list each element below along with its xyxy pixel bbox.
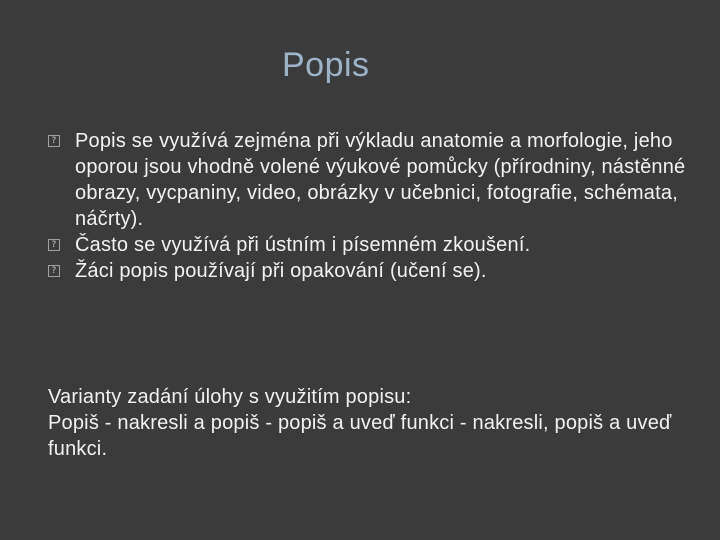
bullet-item [48, 232, 688, 258]
slide-title: Popis [282, 46, 370, 84]
variants-heading: Varianty zadání úlohy s využitím popisu: [48, 386, 412, 408]
missing-glyph-icon [48, 265, 60, 277]
bullet-text: Žáci popis používají při opakování (učení se). [75, 260, 487, 282]
bullet-list [48, 128, 688, 284]
bullet-item [48, 258, 688, 284]
bullet-text: Popis se využívá zejména při výkladu anatomie a morfologie, jeho oporou jsou vhodně volené výukové pomůcky (přírodniny, nástěnné obrazy, vycpaniny, video, obrázky v učebnici, fotografie, schémata, náčrty). [75, 130, 686, 230]
missing-glyph-icon [48, 135, 60, 147]
variants-block [48, 384, 688, 462]
bullet-text: Často se využívá při ústním i písemném zkoušení. [75, 234, 531, 256]
variants-text: Popiš - nakresli a popiš - popiš a uveď funkci - nakresli, popiš a uveď funkci. [48, 412, 672, 460]
bullet-item [48, 128, 688, 232]
missing-glyph-icon [48, 239, 60, 251]
